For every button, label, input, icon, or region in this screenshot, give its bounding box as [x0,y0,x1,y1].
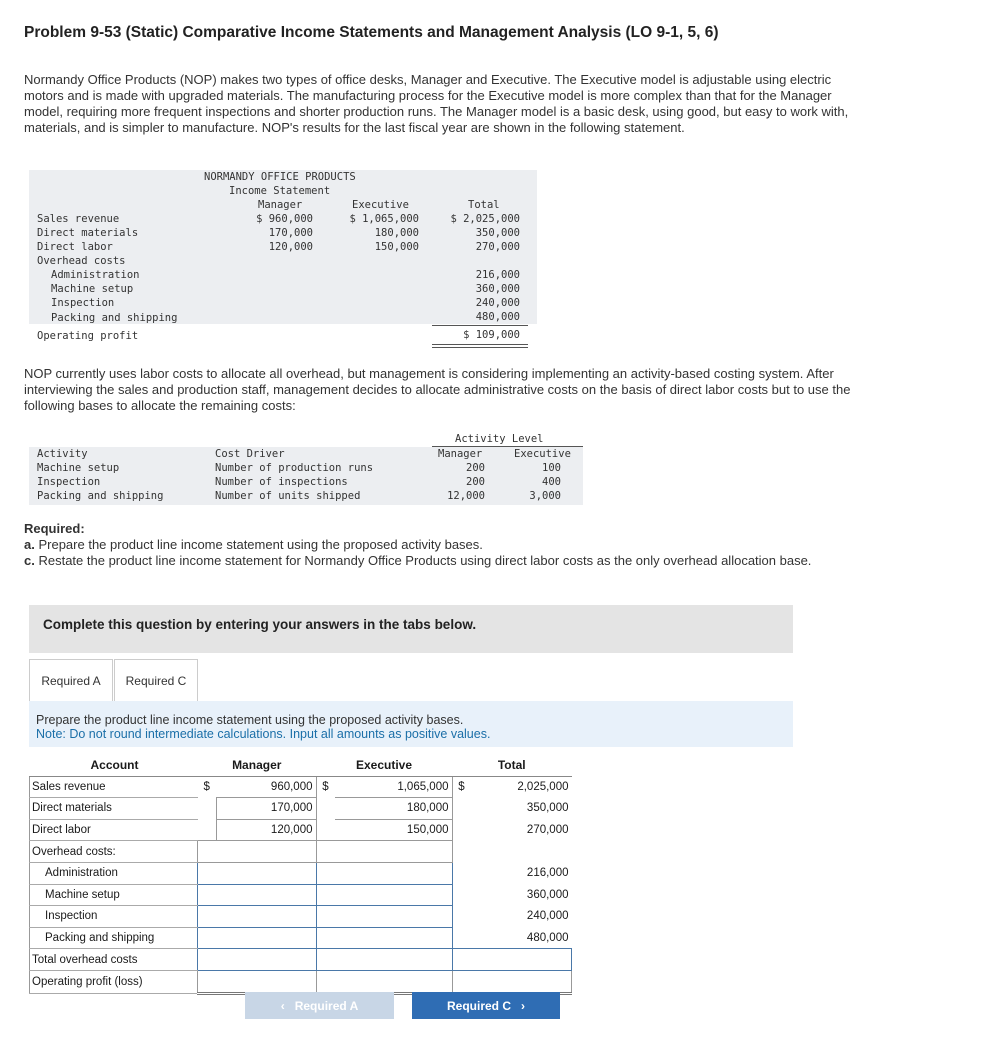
is-total-value: 216,000 [475,269,520,281]
col-activity: Activity [37,448,88,460]
is-manager-value: 170,000 [268,227,313,239]
banner-text: Complete this question by entering your answers in the tabs below. [43,617,477,632]
required-a [24,537,864,553]
is-row-label: Overhead costs [37,255,126,267]
row-label: Inspection [30,906,198,928]
row-label: Direct labor [30,819,198,841]
table-row [30,798,572,820]
row-label: Overhead costs: [30,841,198,863]
instructions-banner [29,605,793,653]
is-row-label: Direct materials [37,227,139,239]
total-overhead-executive-input[interactable] [316,949,452,971]
col-cost-driver: Cost Driver [215,448,285,460]
col-executive: Executive [514,448,571,460]
executive-value: 180,000 [335,798,453,820]
is-row-label: Direct labor [37,241,113,253]
total-value: 480,000 [526,931,569,944]
table-row [30,884,572,906]
packing-shipping-executive-input[interactable] [316,927,452,949]
required-a-label: a. [24,537,35,552]
row-label: Total overhead costs [30,949,198,971]
tab-required-a[interactable]: Required A [29,659,113,702]
operating-profit-value: $ 109,000 [463,329,520,341]
manager-level: 200 [466,476,485,488]
page-title: Problem 9-53 (Static) Comparative Income Statements and Management Analysis (LO 9-1, 5, 6) [24,24,719,41]
is-executive-value: $ 1,065,000 [349,213,419,225]
activity-level-rule [432,446,583,447]
manager-level: 12,000 [447,490,485,502]
col-total: Total [468,199,500,211]
table-row [30,906,572,928]
is-total-value: 350,000 [475,227,520,239]
total-value: 360,000 [526,888,569,901]
header-account: Account [30,755,198,776]
table-row [30,970,572,993]
table-row [30,862,572,884]
cost-driver: Number of units shipped [215,490,361,502]
answer-table [29,755,572,995]
executive-value: 150,000 [335,819,453,841]
cost-driver: Number of inspections [215,476,348,488]
is-row-label: Administration [51,269,140,281]
is-row-label: Inspection [51,297,115,309]
required-c-label: c. [24,553,35,568]
row-label: Sales revenue [30,776,198,798]
is-total-value: 270,000 [475,241,520,253]
total-value: 216,000 [526,867,569,880]
is-total-value: 360,000 [475,283,520,295]
table-row [30,776,572,798]
table-row [30,841,572,863]
operating-profit-manager-input[interactable] [198,970,317,993]
total-rule [432,325,528,326]
next-button-label: Required C [446,998,511,1013]
required-heading: Required: [24,521,85,536]
row-label: Administration [30,862,198,884]
dollar-sign: $ [203,781,210,794]
manager-level: 200 [466,462,485,474]
is-total-value: $ 2,025,000 [450,213,520,225]
operating-profit-total-input[interactable] [452,970,572,993]
dollar-sign: $ [322,781,329,794]
packing-shipping-manager-input[interactable] [198,927,317,949]
required-c-text: Restate the product line income statement for Normandy Office Products using direct labor costs as the only overhead allocation base. [38,553,812,568]
header-manager: Manager [198,755,317,776]
col-manager: Manager [258,199,303,211]
row-label: Operating profit (loss) [30,970,198,993]
row-label: Packing and shipping [30,927,198,949]
total-overhead-manager-input[interactable] [198,949,317,971]
required-a-text: Prepare the product line income statement using the proposed activity bases. [38,537,483,552]
cost-driver: Number of production runs [215,462,374,474]
administration-executive-input[interactable] [316,862,452,884]
header-total: Total [452,755,572,776]
activity-name: Machine setup [37,462,120,474]
manager-value: 170,000 [216,798,316,820]
operating-profit-executive-input[interactable] [316,970,452,993]
is-row-label: Operating profit [37,330,139,342]
col-executive: Executive [352,199,409,211]
dollar-sign: $ [458,781,465,794]
executive-level: 100 [542,462,561,474]
tab-required-c[interactable]: Required C [114,659,198,702]
table-row [30,927,572,949]
instruction-line: Prepare the product line income statement using the proposed activity bases. [36,713,464,727]
inspection-manager-input[interactable] [198,906,317,928]
total-value: 240,000 [526,910,569,923]
statement-title: Income Statement [229,185,331,197]
table-row [30,819,572,841]
activity-name: Packing and shipping [37,490,164,502]
manager-value: 120,000 [216,819,316,841]
row-label: Machine setup [30,884,198,906]
is-row-label: Sales revenue [37,213,120,225]
total-value: 270,000 [526,824,569,837]
machine-setup-executive-input[interactable] [316,884,452,906]
middle-paragraph: NOP currently uses labor costs to allocate all overhead, but management is considering implementing an activity-based costing system. After interviewing the sales and production staff, management decides to allocate administrative costs on the basis of direct labor costs but to use the following bases to allocate the remaining costs: [24,366,851,413]
is-total-value: 480,000 [475,311,520,323]
is-executive-value: 180,000 [374,227,419,239]
is-manager-value: 120,000 [268,241,313,253]
is-row-label: Machine setup [51,283,134,295]
total-overhead-total-input[interactable] [452,949,572,971]
inspection-executive-input[interactable] [316,906,452,928]
instruction-note: Note: Do not round intermediate calculations. Input all amounts as positive values. [36,727,491,741]
total-value: 350,000 [526,802,569,815]
is-total-value: 240,000 [475,297,520,309]
chevron-left-icon: ‹ [280,998,285,1013]
administration-manager-input[interactable] [198,862,317,884]
required-c [24,553,864,569]
is-manager-value: $ 960,000 [256,213,313,225]
chevron-right-icon: › [521,998,525,1013]
prev-button[interactable] [245,992,394,1019]
double-rule [432,344,528,348]
header-executive: Executive [316,755,452,776]
executive-level: 3,000 [529,490,561,502]
prev-button-label: Required A [294,998,359,1013]
machine-setup-manager-input[interactable] [198,884,317,906]
required-section [24,521,864,569]
next-button[interactable] [412,992,560,1019]
total-value: 2,025,000 [517,781,569,794]
col-manager: Manager [438,448,483,460]
table-row [30,949,572,971]
company-name: NORMANDY OFFICE PRODUCTS [204,171,356,183]
question-instructions [29,701,793,747]
executive-level: 400 [542,476,561,488]
is-row-label: Packing and shipping [51,312,178,324]
executive-value: 1,065,000 [335,776,453,798]
row-label: Direct materials [30,798,198,820]
intro-paragraph: Normandy Office Products (NOP) makes two types of office desks, Manager and Executive. The Executive model is adjustable using electric motors and is made with upgraded materials. The manufacturing process for the Executive model is more complex than that for the Manager model, requiring more frequent inspections and shorter production runs. The Manager model is a basic desk, using good, but easy to work with, materials, and is simpler to manufacture. NOP's results for the last fiscal year are shown in the following statement. [24,72,849,135]
activity-name: Inspection [37,476,101,488]
is-executive-value: 150,000 [374,241,419,253]
manager-value: 960,000 [216,776,316,798]
activity-level-header: Activity Level [455,433,544,445]
answer-header-row [30,755,572,776]
